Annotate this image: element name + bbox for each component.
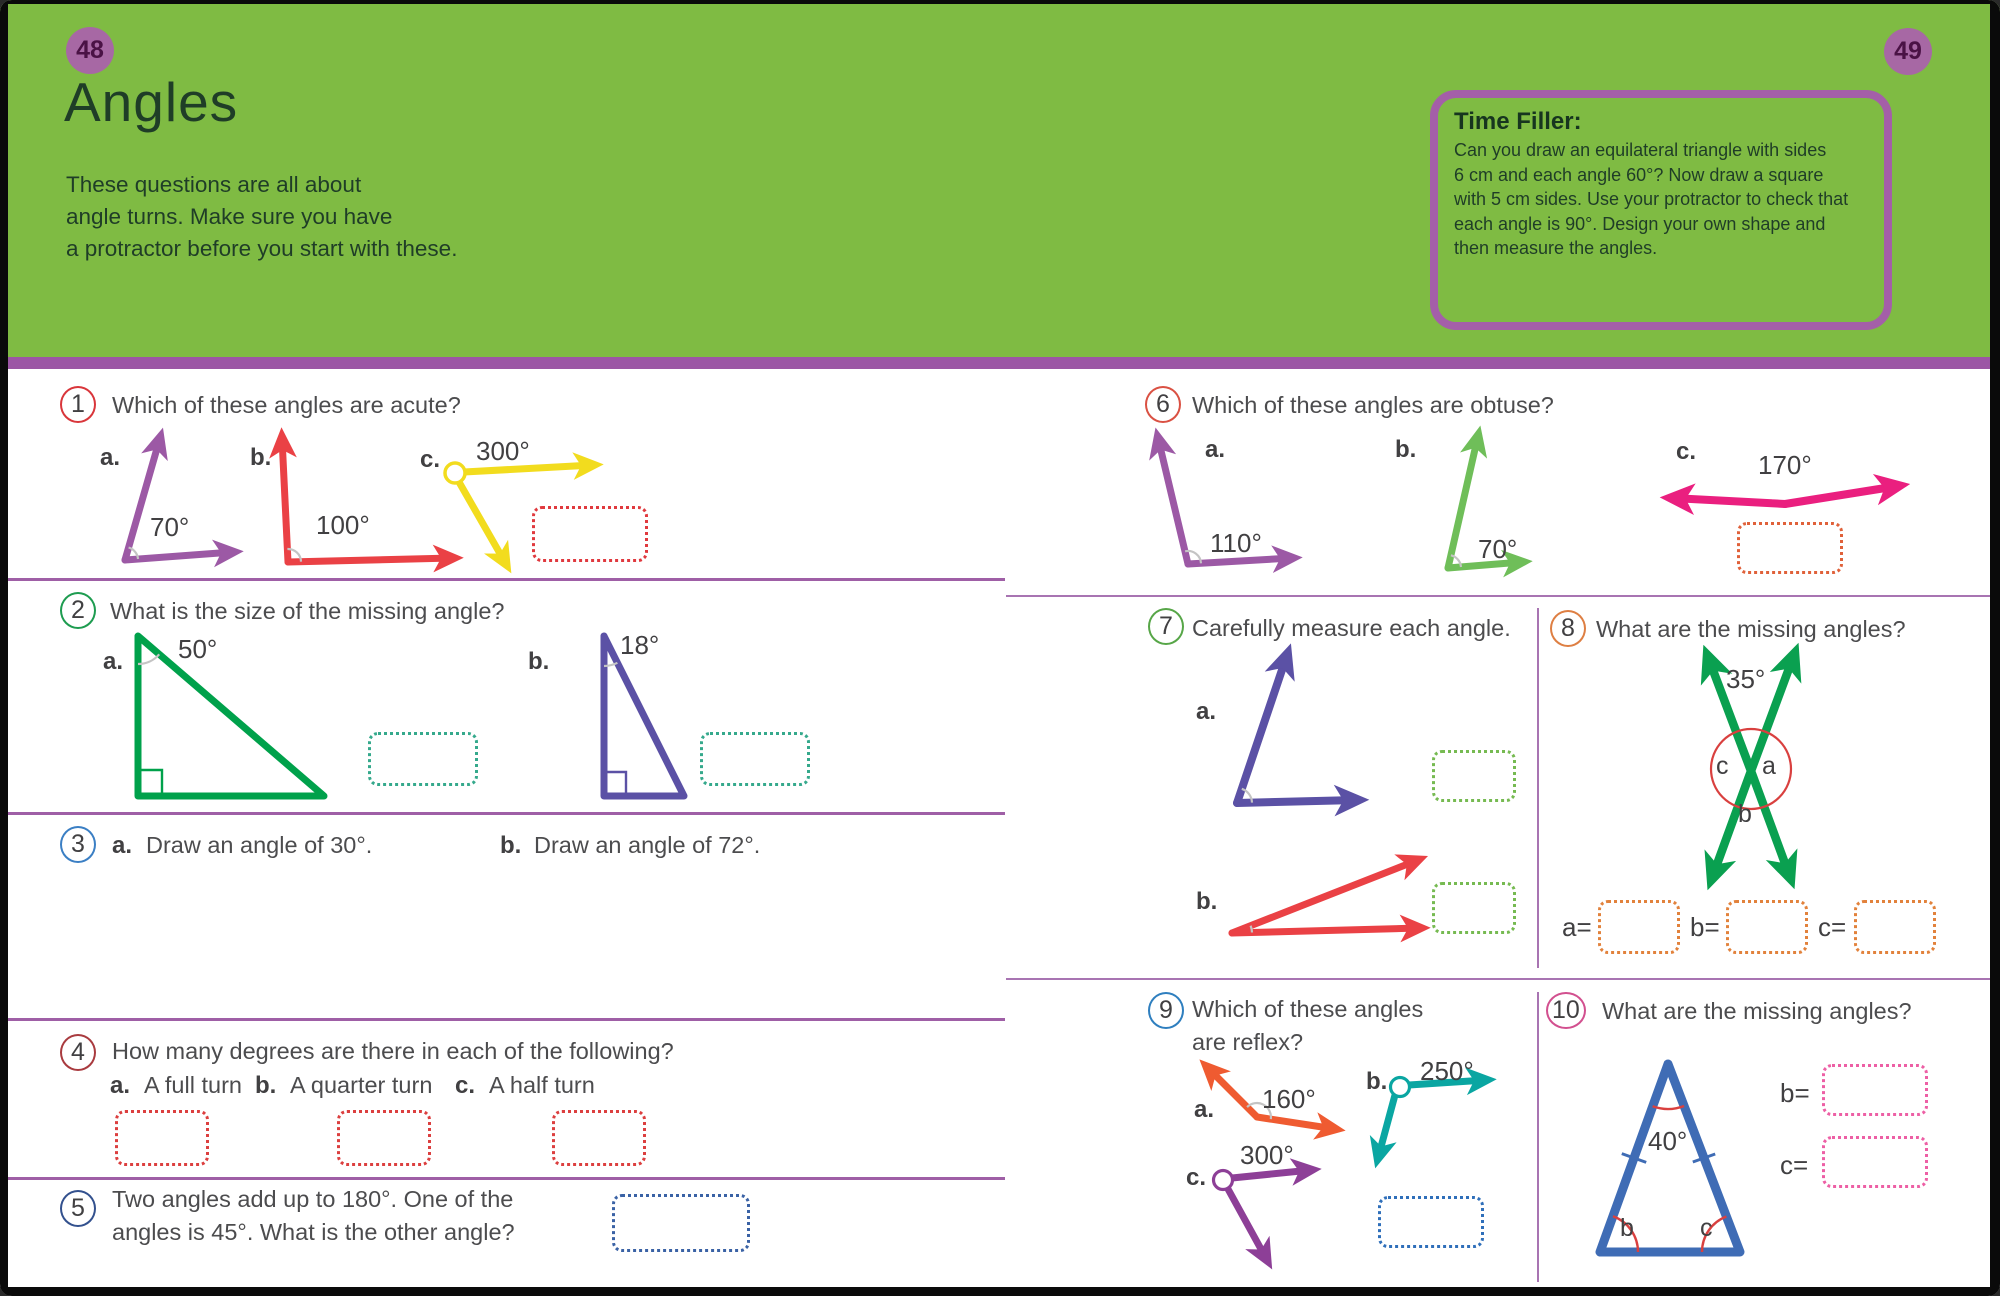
q1-angle-a-value: 70° [150,512,190,542]
q6-angle-a-value: 110° [1210,528,1262,558]
q9-number: 9 [1148,992,1184,1029]
q2-option-b-label: b. [528,648,550,675]
q4-answer-box-c[interactable] [552,1110,646,1166]
q3-option-a-label: a. [112,832,133,859]
q3-text-a: Draw an angle of 30°. [146,832,373,858]
time-filler-line-1: Can you draw an equilateral triangle with sides [1454,140,1827,160]
q8-answer-box-c[interactable] [1854,900,1936,954]
page-edge-left [0,0,8,1296]
q4-option-b-text: A quarter turn [290,1072,433,1098]
q6-number: 6 [1145,386,1181,423]
q10-answer-c-label: c= [1780,1150,1809,1180]
q7-text: Carefully measure each angle. [1192,615,1511,641]
q9-text-line-1: Which of these angles [1192,996,1424,1022]
q9-option-a-label: a. [1194,1096,1215,1123]
q3-text-b: Draw an angle of 72°. [534,832,761,858]
q7-option-a-label: a. [1196,698,1217,725]
time-filler-title: Time Filler: [1454,108,1582,135]
divider [8,1018,1005,1021]
q5-answer-box[interactable] [612,1194,750,1252]
q9-angle-a-value: 160° [1262,1084,1316,1114]
q9-angle-b-value: 250° [1420,1056,1474,1086]
q10-triangle-figure [1588,1052,1753,1264]
q8-answer-c-label: c= [1818,912,1847,942]
q10-answer-box-c[interactable] [1822,1136,1928,1188]
q2-triangle-a-figure [128,626,338,806]
q7-number: 7 [1148,608,1184,645]
q6-angle-c-value: 170° [1758,450,1812,480]
q4-option-c-text: A half turn [489,1072,595,1098]
q1-text: Which of these angles are acute? [112,392,461,418]
divider [8,578,1005,581]
q7-option-b-label: b. [1196,888,1218,915]
q4-answer-box-b[interactable] [337,1110,431,1166]
q9-angle-c-value: 300° [1240,1140,1294,1170]
q5-text-line-2: angles is 45°. What is the other angle? [112,1219,515,1245]
q8-answer-box-b[interactable] [1726,900,1808,954]
q1-option-c-label: c. [420,446,441,473]
q1-angle-c-value: 300° [476,436,530,466]
q5-text-line-1: Two angles add up to 180°. One of the [112,1186,514,1212]
q7-angle-a-figure [1222,645,1372,815]
q2-option-a-label: a. [103,648,124,675]
page-title: Angles [64,71,239,133]
page-edge-bottom [0,1287,2000,1296]
q3-number: 3 [60,826,96,863]
page-number-left-badge: 48 [66,27,114,74]
q1-option-a-label: a. [100,444,121,471]
q10-answer-box-b[interactable] [1822,1064,1928,1116]
q9-text-line-2: are reflex? [1192,1029,1304,1055]
q6-option-b-label: b. [1395,436,1417,463]
q6-text: Which of these angles are obtuse? [1192,392,1554,418]
q8-answer-a-label: a= [1562,912,1592,942]
q10-answer-b-label: b= [1780,1078,1810,1108]
q2-answer-box-a[interactable] [368,732,478,786]
page-edge-right [1990,0,2000,1296]
q4-option-c-label: c. [455,1072,476,1099]
q10-base-c-letter: c [1700,1214,1713,1242]
q2-angle-b-value: 18° [620,630,660,660]
intro-line-1: These questions are all about [66,172,362,197]
time-filler-box [1430,90,1892,330]
q6-option-a-label: a. [1205,436,1226,463]
q4-option-a-label: a. [110,1072,131,1099]
q6-answer-box[interactable] [1737,522,1843,574]
q10-text: What are the missing angles? [1602,998,1912,1024]
q9-option-c-label: c. [1186,1164,1207,1191]
divider-vertical [1537,992,1539,1282]
q4-option-b-label: b. [255,1072,277,1099]
q8-angle-c-letter: c [1716,752,1729,780]
q2-answer-box-b[interactable] [700,732,810,786]
q9-option-b-label: b. [1366,1068,1388,1095]
q4-text: How many degrees are there in each of the following? [112,1038,674,1064]
q7-angle-b-figure [1222,848,1432,943]
q1-angle-a-figure [105,428,245,578]
intro-line-3: a protractor before you start with these. [66,236,458,261]
divider [8,1177,1005,1180]
q9-answer-box[interactable] [1378,1196,1484,1248]
q5-number: 5 [60,1190,96,1227]
q1-angle-b-value: 100° [316,510,370,540]
q8-number: 8 [1550,610,1586,647]
q1-number: 1 [60,386,96,423]
q6-angle-b-value: 70° [1478,534,1518,564]
q10-apex-angle-value: 40° [1648,1126,1688,1156]
divider [8,812,1005,815]
q1-answer-box[interactable] [532,506,648,562]
q8-text: What are the missing angles? [1596,616,1906,642]
divider [1006,978,1992,980]
page-number-right-badge: 49 [1884,28,1932,75]
q10-base-b-letter: b [1620,1214,1634,1242]
q3-option-b-label: b. [500,832,522,859]
q2-number: 2 [60,592,96,629]
q8-answer-box-a[interactable] [1598,900,1680,954]
q4-number: 4 [60,1034,96,1071]
q1-option-b-label: b. [250,444,272,471]
q8-angle-a-letter: a [1762,752,1776,780]
q8-answer-b-label: b= [1690,912,1720,942]
q4-option-a-text: A full turn [144,1072,242,1098]
q9-angle-c-figure [1205,1158,1325,1273]
q8-angle-b-letter: b [1738,800,1752,828]
page-edge-top [0,0,2000,4]
q8-top-angle-value: 35° [1726,664,1766,694]
q2-text: What is the size of the missing angle? [110,598,505,624]
q6-option-c-label: c. [1676,438,1697,465]
time-filler-line-5: then measure the angles. [1454,238,1658,258]
time-filler-line-4: each angle is 90°. Design your own shape and [1454,213,1826,234]
divider-vertical [1537,608,1539,968]
divider-band [0,357,2000,369]
q4-answer-box-a[interactable] [115,1110,209,1166]
time-filler-line-3: with 5 cm sides. Use your protractor to check that [1454,189,1849,209]
q7-answer-box-a[interactable] [1432,750,1516,802]
q7-answer-box-b[interactable] [1432,882,1516,934]
divider [1006,595,1992,597]
q2-angle-a-value: 50° [178,634,218,664]
intro-line-2: angle turns. Make sure you have [66,204,393,229]
q10-number: 10 [1546,992,1586,1029]
time-filler-line-2: 6 cm and each angle 60°? Now draw a square [1454,164,1824,185]
